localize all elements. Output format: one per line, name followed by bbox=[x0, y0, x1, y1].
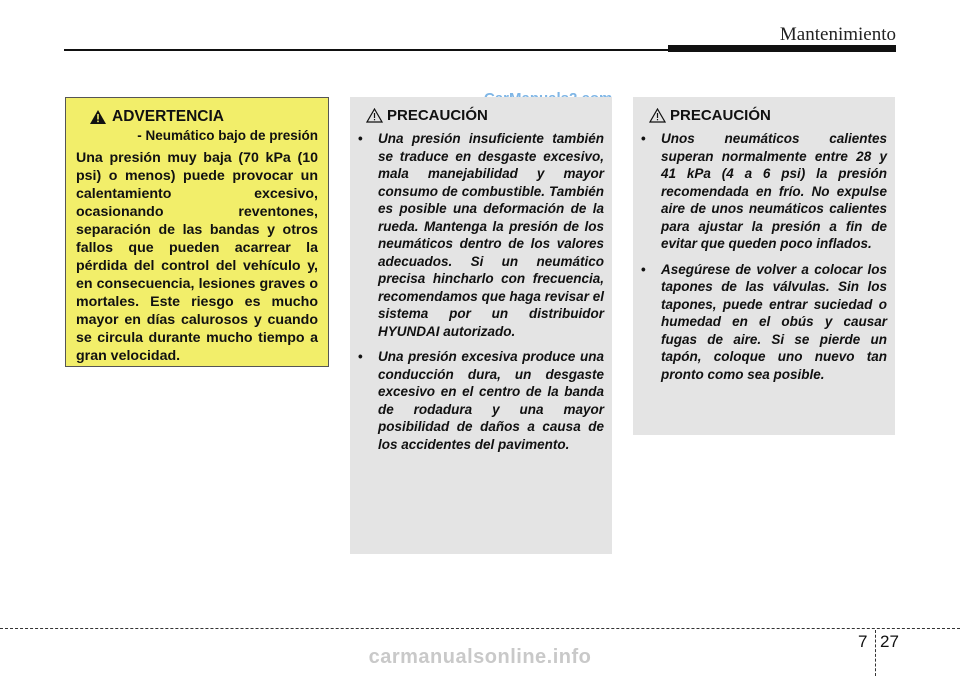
caution-header-1 bbox=[366, 107, 604, 124]
warning-box bbox=[65, 97, 329, 367]
warning-subtitle: - Neumático bajo de presión bbox=[137, 128, 318, 143]
footer-watermark: carmanualsonline.info bbox=[368, 646, 592, 668]
warning-header bbox=[90, 108, 318, 126]
caution-item: • Una presión excesiva produce una conducción dura, un desgaste excesivo en el centro de la banda de rodadura y una mayor posibilidad de daños a causa de los accidentes del pavimento. bbox=[362, 348, 604, 453]
header-rule-accent bbox=[668, 45, 896, 52]
warning-triangle-icon bbox=[90, 110, 106, 124]
warning-title: ADVERTENCIA bbox=[112, 108, 224, 125]
caution-box-1 bbox=[350, 97, 612, 554]
caution-list-1 bbox=[362, 130, 604, 453]
warning-body: Una presión muy baja (70 kPa (10 psi) o menos) puede provocar un calentamiento excesivo, ocasionando reventones, separación de las bandas y otros fallos que pueden acarrear la pérdida del control del vehículo y, en consecuencia, lesiones graves o mortales. Este riesgo es mucho mayor en días calurosos y cuando se circula durante mucho tiempo a gran velocidad. bbox=[76, 150, 318, 364]
caution-triangle-icon bbox=[649, 108, 666, 123]
footer-rule bbox=[0, 628, 960, 629]
caution-item: • Una presión insuficiente también se traduce en desgaste excesivo, mala manejabilidad y mayor consumo de combustible. También es posible una deformación de la rueda. Mantenga la presión de los neumáticos dentro de los valores adecuados. Si un neumático precisa hincharlo con frecuencia, recomendamos que haga revisar el sistema por un distribuidor HYUNDAI autorizado. bbox=[362, 130, 604, 340]
caution-list-2 bbox=[645, 130, 887, 383]
caution-box-2 bbox=[633, 97, 895, 435]
caution-item: • Unos neumáticos calientes superan normalmente entre 28 y 41 kPa (4 a 6 psi) la presión recomendada en frío. No expulse aire de unos neumáticos calientes para ajustar la presión a fin de evitar que queden poco inflados. bbox=[645, 130, 887, 253]
caution-header-2 bbox=[649, 107, 887, 124]
caution-item: • Asegúrese de volver a colocar los tapones de las válvulas. Sin los tapones, puede entrar suciedad o humedad en el obús y causar fugas de aire. Si se pierde un tapón, coloque uno nuevo tan pronto como sea posible. bbox=[645, 261, 887, 384]
caution-title-2: PRECAUCIÓN bbox=[670, 107, 771, 124]
caution-triangle-icon bbox=[366, 108, 383, 123]
chapter-number: 7 bbox=[858, 632, 868, 651]
page-number: 27 bbox=[880, 632, 899, 651]
section-title: Mantenimiento bbox=[779, 24, 896, 45]
caution-title-1: PRECAUCIÓN bbox=[387, 107, 488, 124]
